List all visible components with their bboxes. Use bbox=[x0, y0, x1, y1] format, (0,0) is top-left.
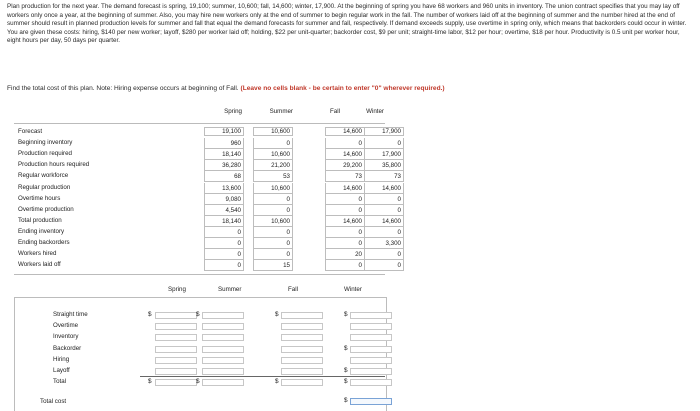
plan-cell[interactable]: 0 bbox=[325, 238, 365, 249]
plan-row-label: Production required bbox=[18, 150, 73, 158]
plan-cell[interactable]: 14,600 bbox=[325, 216, 365, 227]
plan-cell[interactable]: 4,540 bbox=[204, 205, 244, 216]
plan-cell[interactable]: 0 bbox=[325, 194, 365, 205]
plan-row-label: Workers hired bbox=[18, 250, 57, 258]
plan-cell[interactable]: 3,300 bbox=[364, 238, 404, 249]
cost-input[interactable] bbox=[350, 357, 392, 364]
cost-col-header-spring: Spring bbox=[168, 286, 186, 293]
cost-input[interactable] bbox=[350, 334, 392, 341]
cost-input[interactable] bbox=[281, 334, 323, 341]
cost-col-header-fall: Fall bbox=[288, 286, 298, 293]
plan-cell[interactable]: 17,900 bbox=[364, 149, 404, 160]
plan-cell[interactable]: 21,200 bbox=[253, 160, 293, 171]
plan-cell[interactable]: 35,800 bbox=[364, 160, 404, 171]
cost-input[interactable] bbox=[350, 379, 392, 386]
cost-input[interactable] bbox=[155, 312, 197, 319]
cost-input[interactable] bbox=[281, 379, 323, 386]
plan-cell[interactable]: 10,600 bbox=[253, 216, 293, 227]
plan-cell[interactable]: 18,140 bbox=[204, 149, 244, 160]
plan-cell[interactable]: 0 bbox=[204, 238, 244, 249]
plan-cell[interactable]: 10,600 bbox=[253, 183, 293, 194]
plan-cell[interactable]: 0 bbox=[253, 205, 293, 216]
plan-cell[interactable]: 19,100 bbox=[204, 127, 244, 136]
dollar-sign: $ bbox=[196, 378, 200, 386]
cost-col-header-winter: Winter bbox=[344, 286, 362, 293]
plan-cell[interactable]: 15 bbox=[253, 260, 293, 271]
cost-row-label: Layoff bbox=[53, 367, 70, 374]
plan-cell[interactable]: 14,600 bbox=[364, 183, 404, 194]
plan-cell[interactable]: 18,140 bbox=[204, 216, 244, 227]
problem-statement: Plan production for the next year. The demand forecast is spring, 19,100; summer, 10,600; fall, 14,600; winter, 17,900. At the beginning of spring you have 68 workers and 960 units in inventory. The union contract specifies that you may lay off workers only once a year, at the beginning of summer. Also, you may hire new workers only at the end of summer to begin regular work in the fall. The number of workers laid off at the beginning of summer and the number hired at the end of summer should result in planned production levels for summer and fall that equal the demand forecasts for summer and fall, respectively. If demand exceeds supply, use overtime in spring only, which means that backorders could occur in winter. You are given these costs: hiring, $140 per new worker; layoff, $280 per worker laid off; holding, $22 per unit-quarter; backorder cost, $9 per unit; straight-time labor, $12 per hour; overtime, $18 per hour. Productivity is 0.5 unit per worker hour, eight hours per day, 50 days per quarter. bbox=[7, 3, 687, 44]
plan-cell[interactable]: 0 bbox=[364, 227, 404, 238]
plan-cell[interactable]: 14,600 bbox=[325, 183, 365, 194]
plan-cell[interactable]: 0 bbox=[364, 260, 404, 271]
plan-row-label: Workers laid off bbox=[18, 261, 61, 269]
cost-input[interactable] bbox=[202, 346, 244, 353]
plan-cell[interactable]: 0 bbox=[325, 138, 365, 149]
instruction bbox=[7, 85, 695, 92]
plan-cell[interactable]: 10,600 bbox=[253, 127, 293, 136]
instruction-warning: (Leave no cells blank - be certain to enter "0" wherever required.) bbox=[240, 85, 445, 92]
total-separator bbox=[140, 376, 385, 377]
plan-cell[interactable]: 960 bbox=[204, 138, 244, 149]
dollar-sign: $ bbox=[344, 311, 348, 318]
cost-row-label: Straight time bbox=[53, 311, 88, 318]
cost-row-label: Inventory bbox=[53, 333, 79, 341]
cost-input[interactable] bbox=[202, 368, 244, 375]
cost-row-label: Hiring bbox=[53, 355, 70, 363]
dollar-sign: $ bbox=[275, 378, 279, 386]
total-cost-input[interactable] bbox=[350, 398, 392, 405]
plan-col-header-winter: Winter bbox=[366, 108, 384, 115]
cost-input[interactable] bbox=[155, 346, 197, 353]
plan-cell[interactable]: 14,600 bbox=[364, 216, 404, 227]
plan-cell[interactable]: 0 bbox=[364, 249, 404, 260]
dollar-sign: $ bbox=[148, 378, 152, 386]
plan-cell[interactable]: 0 bbox=[204, 227, 244, 238]
cost-input[interactable] bbox=[202, 312, 244, 319]
instruction-text: Find the total cost of this plan. Note: Hiring expense occurs at beginning of Fall. bbox=[7, 85, 239, 92]
cost-input[interactable] bbox=[155, 323, 197, 330]
cost-input[interactable] bbox=[350, 346, 392, 353]
plan-cell[interactable]: 73 bbox=[325, 171, 365, 182]
dollar-sign: $ bbox=[344, 344, 348, 352]
plan-row-label: Ending backorders bbox=[18, 239, 70, 246]
plan-col-header-fall: Fall bbox=[330, 108, 340, 115]
cost-input[interactable] bbox=[281, 357, 323, 364]
plan-cell[interactable]: 20 bbox=[325, 249, 365, 260]
cost-col-header-summer: Summer bbox=[218, 286, 242, 293]
plan-cell[interactable]: 0 bbox=[204, 260, 244, 271]
plan-row-label: Overtime hours bbox=[18, 194, 61, 202]
plan-cell[interactable]: 0 bbox=[253, 238, 293, 249]
dollar-sign: $ bbox=[344, 367, 348, 374]
dollar-sign: $ bbox=[275, 311, 279, 318]
plan-row-label: Total production bbox=[18, 216, 62, 224]
cost-input[interactable] bbox=[281, 323, 323, 330]
total-cost-label: Total cost bbox=[40, 398, 67, 405]
cost-input[interactable] bbox=[202, 357, 244, 364]
plan-cell[interactable]: 0 bbox=[325, 205, 365, 216]
plan-col-header-summer: Summer bbox=[269, 108, 293, 115]
plan-cell[interactable]: 10,600 bbox=[253, 149, 293, 160]
plan-cell[interactable]: 0 bbox=[325, 260, 365, 271]
plan-row-label: Regular workforce bbox=[18, 172, 69, 180]
cost-input[interactable] bbox=[281, 312, 323, 319]
cost-row-label: Total bbox=[53, 378, 67, 386]
plan-row-label: Forecast bbox=[18, 128, 43, 135]
cost-input[interactable] bbox=[155, 379, 197, 386]
plan-cell[interactable]: 0 bbox=[253, 227, 293, 238]
dollar-sign: $ bbox=[148, 311, 152, 318]
plan-row-label: Ending inventory bbox=[18, 227, 65, 235]
plan-cell[interactable]: 14,600 bbox=[325, 127, 365, 136]
plan-cell[interactable]: 0 bbox=[364, 138, 404, 149]
plan-cell[interactable]: 14,600 bbox=[325, 149, 365, 160]
plan-col-header-spring: Spring bbox=[224, 108, 242, 115]
cost-input[interactable] bbox=[202, 323, 244, 330]
plan-cell[interactable]: 0 bbox=[364, 205, 404, 216]
plan-cell[interactable]: 0 bbox=[253, 138, 293, 149]
plan-cell[interactable]: 0 bbox=[253, 194, 293, 205]
cost-input[interactable] bbox=[281, 346, 323, 353]
plan-cell[interactable]: 68 bbox=[204, 171, 244, 182]
plan-cell[interactable]: 0 bbox=[253, 249, 293, 260]
cost-row-label: Overtime bbox=[53, 322, 79, 330]
plan-cell[interactable]: 0 bbox=[204, 249, 244, 260]
plan-cell[interactable]: 13,600 bbox=[204, 183, 244, 194]
cost-row-label: Backorder bbox=[53, 344, 82, 352]
cost-input[interactable] bbox=[281, 368, 323, 375]
plan-cell[interactable]: 9,080 bbox=[204, 194, 244, 205]
dollar-sign: $ bbox=[344, 378, 348, 386]
plan-row-label: Overtime production bbox=[18, 205, 74, 213]
plan-row-label: Beginning inventory bbox=[18, 139, 73, 147]
dollar-sign: $ bbox=[196, 311, 200, 318]
cost-input[interactable] bbox=[202, 379, 244, 386]
plan-cell[interactable]: 17,900 bbox=[364, 127, 404, 136]
cost-input[interactable] bbox=[155, 334, 197, 341]
plan-cell[interactable]: 36,280 bbox=[204, 160, 244, 171]
plan-cell[interactable]: 0 bbox=[325, 227, 365, 238]
cost-input[interactable] bbox=[202, 334, 244, 341]
plan-cell[interactable]: 0 bbox=[364, 194, 404, 205]
plan-row-label: Regular production bbox=[18, 183, 71, 191]
cost-input[interactable] bbox=[350, 368, 392, 375]
cost-input[interactable] bbox=[155, 357, 197, 364]
plan-row-label: Production hours required bbox=[18, 161, 90, 169]
plan-cell[interactable]: 29,200 bbox=[325, 160, 365, 171]
total-cost-dollar: $ bbox=[344, 397, 348, 404]
cost-input[interactable] bbox=[350, 312, 392, 319]
plan-cell[interactable]: 53 bbox=[253, 171, 293, 182]
cost-input[interactable] bbox=[155, 368, 197, 375]
cost-input[interactable] bbox=[350, 323, 392, 330]
plan-cell[interactable]: 73 bbox=[364, 171, 404, 182]
